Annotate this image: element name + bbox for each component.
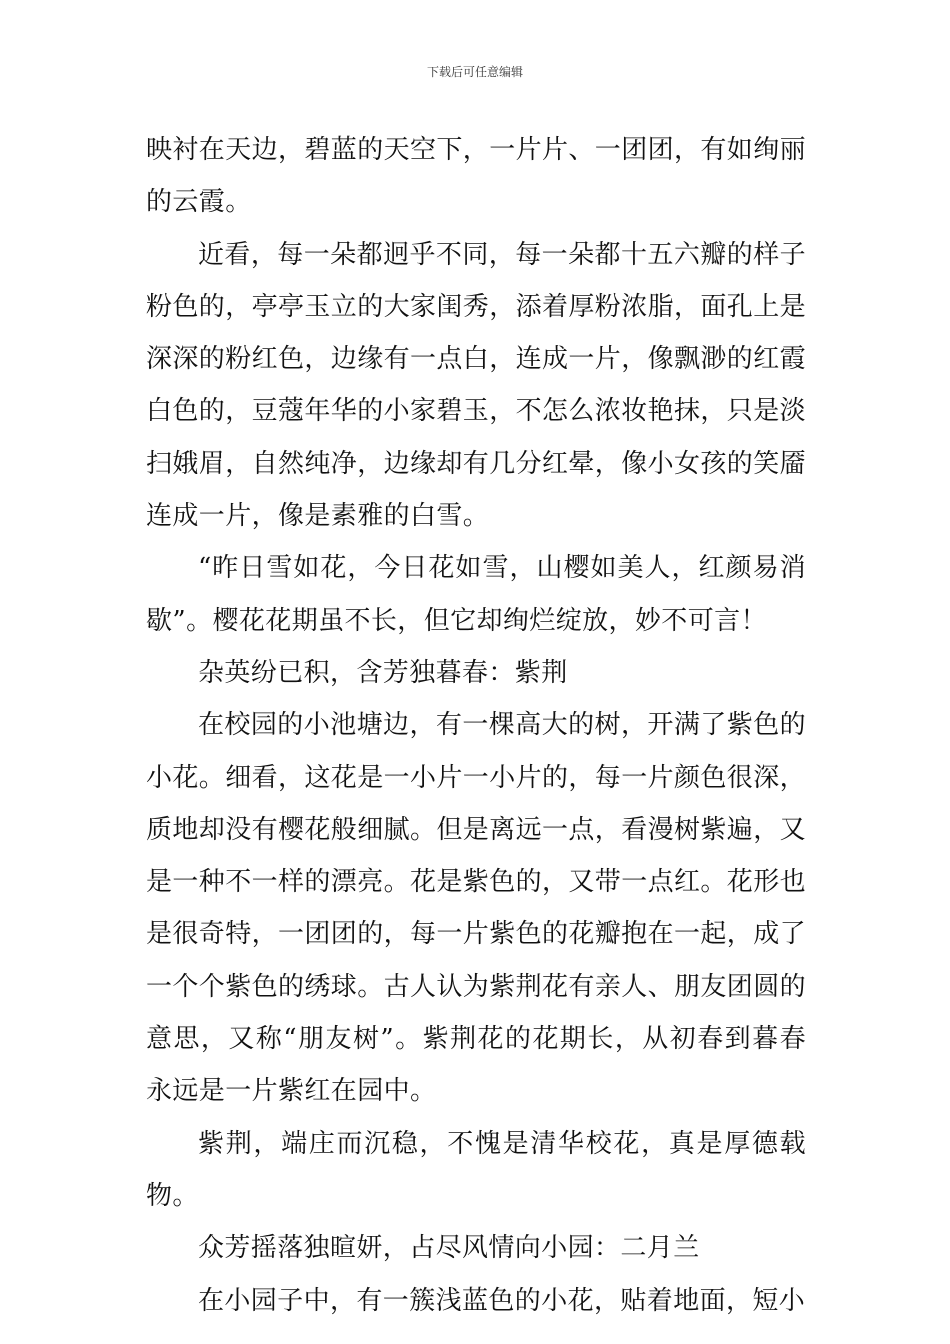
paragraph-zijing-description: 在校园的小池塘边，有一棵高大的树，开满了紫色的小花。细看，这花是一小片一小片的，每一片颜色很深，质地却没有樱花般细腻。但是离远一点，看漫树紫遍，又是一种不一样的漂亮。花是紫色的，又带一点红。花形也是很奇特，一团团的，每一片紫色的花瓣抱在一起，成了一个个紫色的绣球。古人认为紫荆花有亲人、朋友团圆的意思，又称“朋友树”。紫荆花的花期长，从初春到暮春永远是一片紫红在园中。 — [146, 710, 807, 1107]
paragraph-close-look: 近看，每一朵都迥乎不同，每一朵都十五六瓣的样子粉色的，亭亭玉立的大家闺秀，添着厚粉浓脂，面孔上是深深的粉红色，边缘有一点白，连成一片，像飘渺的红霞白色的，豆蔻年华的小家碧玉，不怎么浓妆艳抹，只是淡扫娥眉，自然纯净，边缘却有几分红晕，像小女孩的笑靥连成一片，像是素雅的白雪。 — [146, 239, 807, 532]
page-header: 下载后可任意编辑 — [426, 65, 523, 79]
section-heading-zijing: 杂英纷已积，含芳独暮春：紫荆 — [198, 657, 568, 688]
paragraph-eryuelan-start: 在小园子中，有一簇浅蓝色的小花，贴着地面，短小 — [198, 1285, 806, 1316]
paragraph-poem-quote: “昨日雪如花，今日花如雪，山樱如美人，红颜易消歇”。樱花花期虽不长，但它却绚烂绽放，妙不可言！ — [146, 553, 806, 636]
paragraph-zijing-summary: 紫荆，端庄而沉稳，不愧是清华校花，真是厚德载物。 — [146, 1128, 806, 1211]
paragraph-continuation: 映衬在天边，碧蓝的天空下，一片片、一团团，有如绚丽的云霞。 — [146, 135, 807, 218]
document-body — [146, 124, 806, 1327]
section-heading-eryuelan: 众芳摇落独暄妍，占尽风情向小园：二月兰 — [198, 1233, 700, 1264]
